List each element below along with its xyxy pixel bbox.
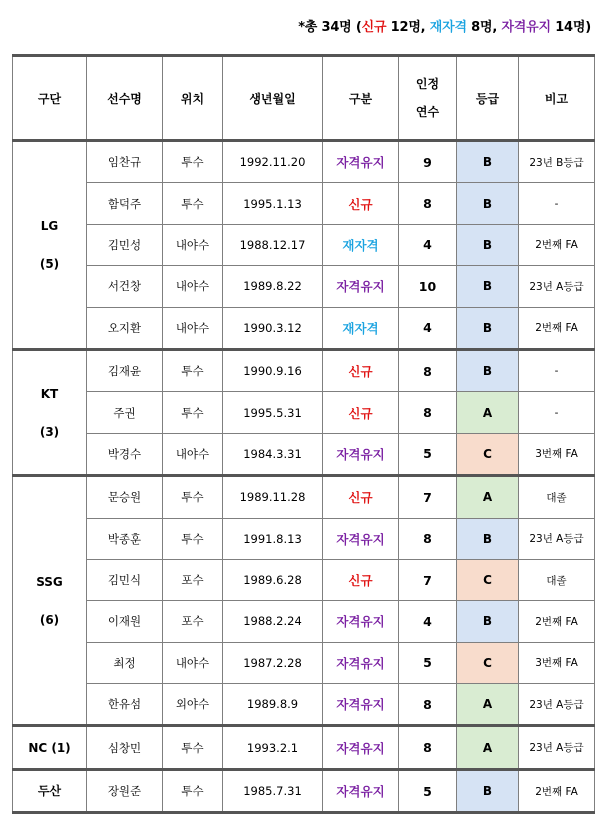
position-cell: 외야수: [163, 684, 223, 726]
table-row: [13, 684, 595, 726]
category-cell: 자격유지: [323, 141, 399, 183]
note-cell: 23년 A등급: [519, 726, 595, 769]
category-cell: 신규: [323, 349, 399, 391]
years-cell: 4: [399, 224, 457, 265]
years-cell: 5: [399, 769, 457, 812]
category-cell: 재자격: [323, 224, 399, 265]
summary-keep-count: 14명): [550, 20, 591, 35]
position-cell: 내야수: [163, 224, 223, 265]
category-cell: 재자격: [323, 307, 399, 349]
birth-cell: 1987.2.28: [223, 642, 323, 683]
table-row: [13, 769, 595, 812]
player-name-cell: 박종훈: [87, 518, 163, 559]
note-cell: 대졸: [519, 559, 595, 600]
position-cell: 투수: [163, 476, 223, 518]
header-years-line1: 인정: [415, 77, 440, 91]
position-cell: 투수: [163, 141, 223, 183]
birth-cell: 1989.6.28: [223, 559, 323, 600]
player-name-cell: 이재원: [87, 601, 163, 642]
category-cell: 자격유지: [323, 642, 399, 683]
position-cell: 내야수: [163, 307, 223, 349]
summary-prefix: *총 34명 (: [298, 20, 362, 35]
note-cell: -: [519, 349, 595, 391]
grade-cell: A: [457, 726, 519, 769]
team-name: SSG: [36, 574, 63, 589]
header-team: 구단: [13, 56, 87, 141]
table-row: [13, 601, 595, 642]
grade-cell: B: [457, 601, 519, 642]
grade-cell: B: [457, 307, 519, 349]
fa-table: [12, 54, 595, 814]
years-cell: 8: [399, 518, 457, 559]
player-name-cell: 김민식: [87, 559, 163, 600]
summary-re-count: 8명,: [466, 20, 502, 35]
note-cell: 23년 B등급: [519, 141, 595, 183]
birth-cell: 1989.11.28: [223, 476, 323, 518]
birth-cell: 1992.11.20: [223, 141, 323, 183]
table-row: [13, 392, 595, 433]
position-cell: 포수: [163, 559, 223, 600]
header-years-line2: 연수: [415, 105, 440, 119]
years-cell: 7: [399, 559, 457, 600]
birth-cell: 1989.8.9: [223, 684, 323, 726]
player-name-cell: 장원준: [87, 769, 163, 812]
position-cell: 내야수: [163, 433, 223, 475]
grade-cell: C: [457, 559, 519, 600]
player-name-cell: 오지환: [87, 307, 163, 349]
note-cell: 23년 A등급: [519, 266, 595, 307]
table-row: [13, 266, 595, 307]
position-cell: 투수: [163, 518, 223, 559]
player-name-cell: 문승원: [87, 476, 163, 518]
years-cell: 5: [399, 433, 457, 475]
position-cell: 투수: [163, 349, 223, 391]
grade-cell: B: [457, 769, 519, 812]
header-note: 비고: [519, 56, 595, 141]
summary-re-label: 재자격: [429, 20, 467, 35]
player-name-cell: 박경수: [87, 433, 163, 475]
header-years: [399, 56, 457, 141]
years-cell: 8: [399, 392, 457, 433]
team-name: NC (1): [28, 740, 71, 755]
position-cell: 투수: [163, 392, 223, 433]
category-cell: 자격유지: [323, 684, 399, 726]
note-cell: 대졸: [519, 476, 595, 518]
player-name-cell: 주권: [87, 392, 163, 433]
birth-cell: 1991.8.13: [223, 518, 323, 559]
table-row: [13, 224, 595, 265]
team-cell: [13, 769, 87, 812]
position-cell: 투수: [163, 183, 223, 224]
years-cell: 8: [399, 349, 457, 391]
birth-cell: 1995.1.13: [223, 183, 323, 224]
grade-cell: C: [457, 433, 519, 475]
grade-cell: C: [457, 642, 519, 683]
birth-cell: 1988.2.24: [223, 601, 323, 642]
header-position: 위치: [163, 56, 223, 141]
years-cell: 8: [399, 726, 457, 769]
player-name-cell: 심창민: [87, 726, 163, 769]
table-row: [13, 433, 595, 475]
team-count: (6): [39, 612, 60, 627]
summary-keep-label: 자격유지: [501, 20, 551, 35]
grade-cell: B: [457, 141, 519, 183]
table-row: [13, 307, 595, 349]
grade-cell: B: [457, 224, 519, 265]
note-cell: 2번째 FA: [519, 769, 595, 812]
table-row: [13, 349, 595, 391]
team-name: 두산: [37, 784, 62, 799]
birth-cell: 1990.3.12: [223, 307, 323, 349]
birth-cell: 1993.2.1: [223, 726, 323, 769]
category-cell: 신규: [323, 183, 399, 224]
years-cell: 7: [399, 476, 457, 518]
note-cell: -: [519, 183, 595, 224]
years-cell: 8: [399, 684, 457, 726]
category-cell: 자격유지: [323, 266, 399, 307]
header-category: 구분: [323, 56, 399, 141]
position-cell: 포수: [163, 601, 223, 642]
position-cell: 내야수: [163, 642, 223, 683]
category-cell: 자격유지: [323, 433, 399, 475]
position-cell: 투수: [163, 769, 223, 812]
note-cell: -: [519, 392, 595, 433]
table-row: [13, 726, 595, 769]
birth-cell: 1990.9.16: [223, 349, 323, 391]
category-cell: 자격유지: [323, 726, 399, 769]
birth-cell: 1988.12.17: [223, 224, 323, 265]
note-cell: 23년 A등급: [519, 684, 595, 726]
position-cell: 내야수: [163, 266, 223, 307]
summary-new-label: 신규: [361, 20, 387, 35]
player-name-cell: 서건창: [87, 266, 163, 307]
note-cell: 2번째 FA: [519, 601, 595, 642]
grade-cell: B: [457, 518, 519, 559]
category-cell: 자격유지: [323, 769, 399, 812]
grade-cell: A: [457, 476, 519, 518]
years-cell: 4: [399, 307, 457, 349]
player-name-cell: 최정: [87, 642, 163, 683]
header-grade: 등급: [457, 56, 519, 141]
note-cell: 3번째 FA: [519, 433, 595, 475]
years-cell: 5: [399, 642, 457, 683]
player-name-cell: 함덕주: [87, 183, 163, 224]
grade-cell: A: [457, 684, 519, 726]
summary-new-count: 12명,: [386, 20, 430, 35]
team-cell: [13, 349, 87, 475]
player-name-cell: 김민성: [87, 224, 163, 265]
header-player: 선수명: [87, 56, 163, 141]
table-row: [13, 518, 595, 559]
header-row: [13, 56, 595, 141]
team-cell: [13, 476, 87, 726]
years-cell: 4: [399, 601, 457, 642]
category-cell: 신규: [323, 559, 399, 600]
table-body: [13, 141, 595, 813]
birth-cell: 1985.7.31: [223, 769, 323, 812]
note-cell: 2번째 FA: [519, 224, 595, 265]
years-cell: 10: [399, 266, 457, 307]
table-row: [13, 141, 595, 183]
summary-line: [298, 16, 591, 35]
category-cell: 신규: [323, 392, 399, 433]
table-row: [13, 559, 595, 600]
note-cell: 23년 A등급: [519, 518, 595, 559]
table-row: [13, 642, 595, 683]
grade-cell: B: [457, 266, 519, 307]
grade-cell: B: [457, 183, 519, 224]
team-count: (5): [39, 256, 60, 271]
grade-cell: A: [457, 392, 519, 433]
player-name-cell: 임찬규: [87, 141, 163, 183]
table-row: [13, 183, 595, 224]
category-cell: 신규: [323, 476, 399, 518]
birth-cell: 1984.3.31: [223, 433, 323, 475]
years-cell: 8: [399, 183, 457, 224]
team-name: LG: [40, 218, 59, 233]
category-cell: 자격유지: [323, 518, 399, 559]
table-row: [13, 476, 595, 518]
grade-cell: B: [457, 349, 519, 391]
header-birth: 생년월일: [223, 56, 323, 141]
player-name-cell: 김재윤: [87, 349, 163, 391]
player-name-cell: 한유섬: [87, 684, 163, 726]
birth-cell: 1995.5.31: [223, 392, 323, 433]
note-cell: 2번째 FA: [519, 307, 595, 349]
birth-cell: 1989.8.22: [223, 266, 323, 307]
team-cell: [13, 141, 87, 350]
category-cell: 자격유지: [323, 601, 399, 642]
team-cell: [13, 726, 87, 769]
note-cell: 3번째 FA: [519, 642, 595, 683]
years-cell: 9: [399, 141, 457, 183]
team-name: KT: [40, 386, 59, 401]
position-cell: 투수: [163, 726, 223, 769]
team-count: (3): [39, 424, 60, 439]
